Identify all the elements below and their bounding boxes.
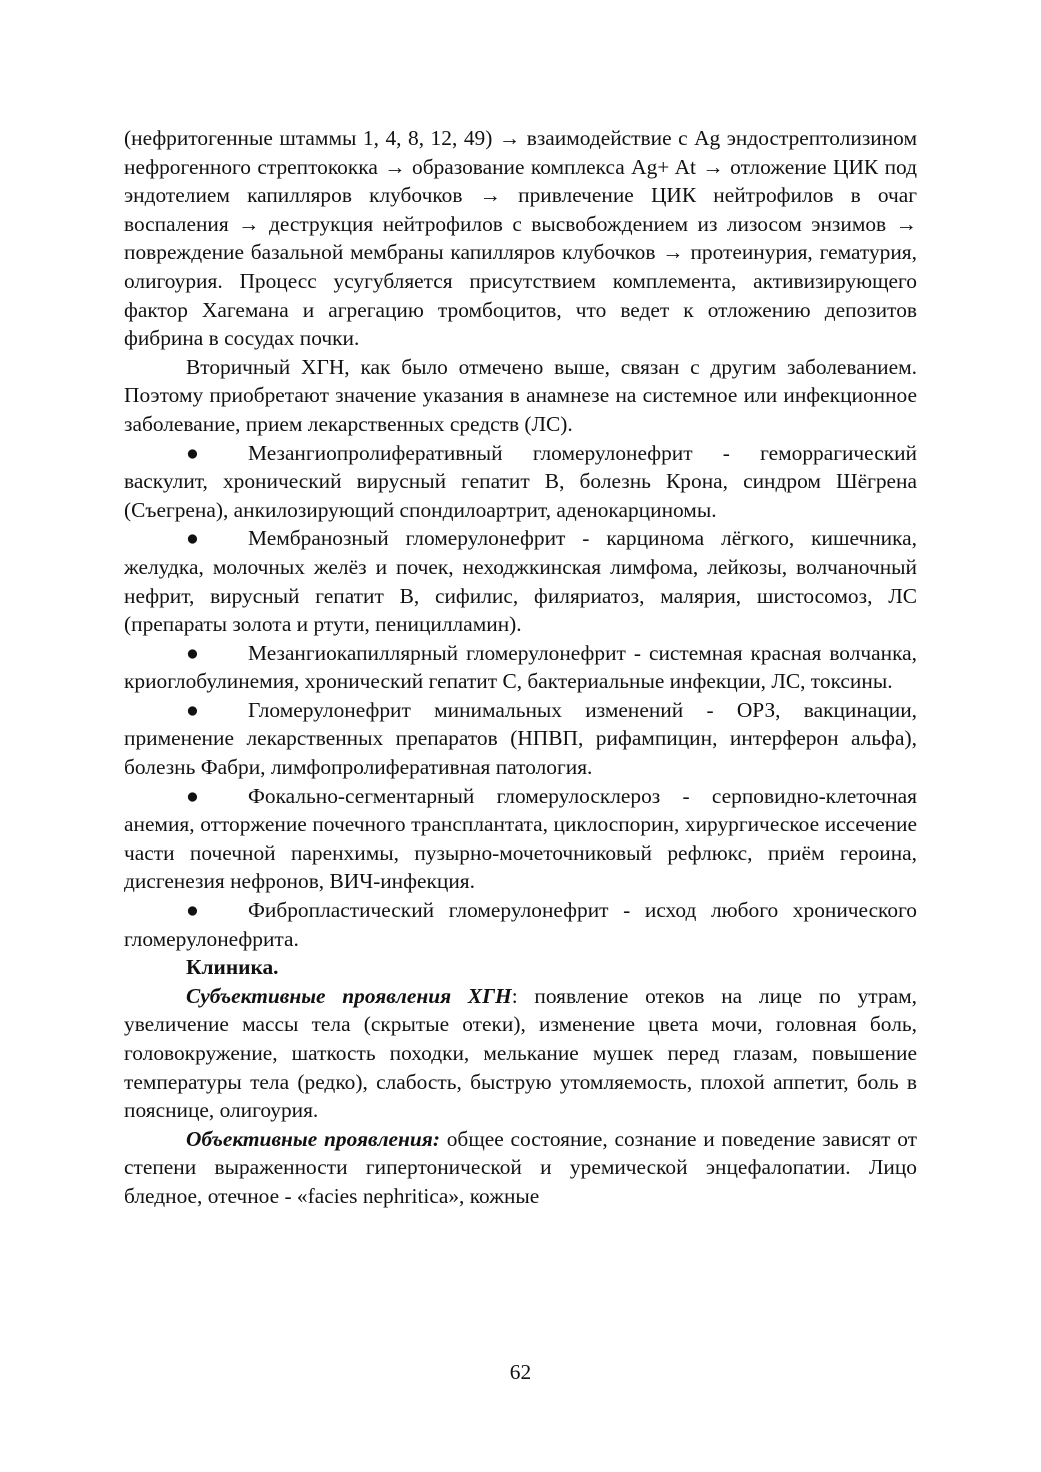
bullet-icon: ● — [186, 697, 199, 722]
section-heading: Клиника. — [186, 955, 279, 980]
bullet-icon: ● — [186, 898, 199, 923]
bullet-text: Мезангиопролиферативный гломерулонефрит - геморрагический васкулит, хронический вирусный гепатит В, болезнь Крона, синдром Шёгрена (Съегрена), анкилозирующий спондилоартрит, аденокарциномы. — [124, 440, 917, 522]
objective-text: общее состояние, сознание и поведение зависят от степени выраженности гипертонической и уремической энцефалопатии. Лицо бледное, отечное - «facies nephritica», кожные — [124, 1126, 917, 1208]
subjective-label: Субъективные проявления ХГН — [186, 983, 512, 1008]
bullet-item — [124, 639, 917, 696]
bullet-icon: ● — [186, 783, 199, 808]
bullet-item — [124, 782, 917, 896]
page-body — [124, 124, 917, 1211]
bullet-icon: ● — [186, 526, 199, 551]
paragraph-subjective — [124, 982, 917, 1125]
bullet-text: Фибропластический гломерулонефрит - исход любого хронического гломерулонефрита. — [124, 898, 917, 951]
objective-label: Объективные проявления: — [186, 1126, 440, 1151]
paragraph-secondary-chgn: Вторичный ХГН, как было отмечено выше, связан с другим заболеванием. Поэтому приобретают значение указания в анамнезе на системное или инфекционное заболевание, прием лекарственных средств (ЛС). — [124, 354, 917, 436]
bullet-item — [124, 896, 917, 953]
bullet-text: Мембранозный гломерулонефрит - карцинома лёгкого, кишечника, желудка, молочных желёз и почек, неходжкинская лимфома, лейкозы, волчаночный нефрит, вирусный гепатит В, сифилис, филяриатоз, малярия, шистосомоз, ЛС (препараты золота и ртути, пеницилламин). — [124, 526, 917, 637]
bullet-item — [124, 524, 917, 638]
bullet-icon: ● — [186, 440, 199, 465]
subjective-text: : появление отеков на лице по утрам, увеличение массы тела (скрытые отеки), изменение цвета мочи, головная боль, головокружение, шаткость походки, мелькание мушек перед глазам, повышение температуры тела (редко), слабость, быструю утомляемость, плохой аппетит, боль в пояснице, олигоурия. — [124, 983, 917, 1123]
bullet-item — [124, 696, 917, 782]
bullet-text: Фокально-сегментарный гломерулосклероз - серповидно-клеточная анемия, отторжение почечного трансплантата, циклоспорин, хирургическое иссечение части почечной паренхимы, пузырно-мочеточниковый рефлюкс, приём героина, дисгенезия нефронов, ВИЧ-инфекция. — [124, 783, 917, 894]
bullet-text: Гломерулонефрит минимальных изменений - ОРЗ, вакцинации, применение лекарственных препаратов (НПВП, рифампицин, интерферон альфа), болезнь Фабри, лимфопролиферативная патология. — [124, 697, 917, 780]
bullet-icon: ● — [186, 640, 199, 665]
bullet-text: Мезангиокапиллярный гломерулонефрит - системная красная волчанка, криоглобулинемия, хронический гепатит С, бактериальные инфекции, ЛС, токсины. — [124, 640, 917, 694]
page-number: 62 — [509, 1360, 532, 1384]
bullet-item — [124, 439, 917, 525]
paragraph-objective — [124, 1125, 917, 1211]
paragraph-pathogenesis: (нефритогенные штаммы 1, 4, 8, 12, 49) → взаимодействие с Ag эндострептолизином нефрогенного стрептококка → образование комплекса Ag+ At → отложение ЦИК под эндотелием капилляров клубочков → привлечение ЦИК нейтрофилов в очаг воспаления → деструкция нейтрофилов с высвобождением из лизосом энзимов → повреждение базальной мембраны капилляров клубочков → протеинурия, гематурия, олигоурия. Процесс усугубляется присутствием комплемента, активизирующего фактор Хагемана и агрегацию тромбоцитов, что ведет к отложению депозитов фибрина в сосудах почки. — [124, 126, 917, 351]
